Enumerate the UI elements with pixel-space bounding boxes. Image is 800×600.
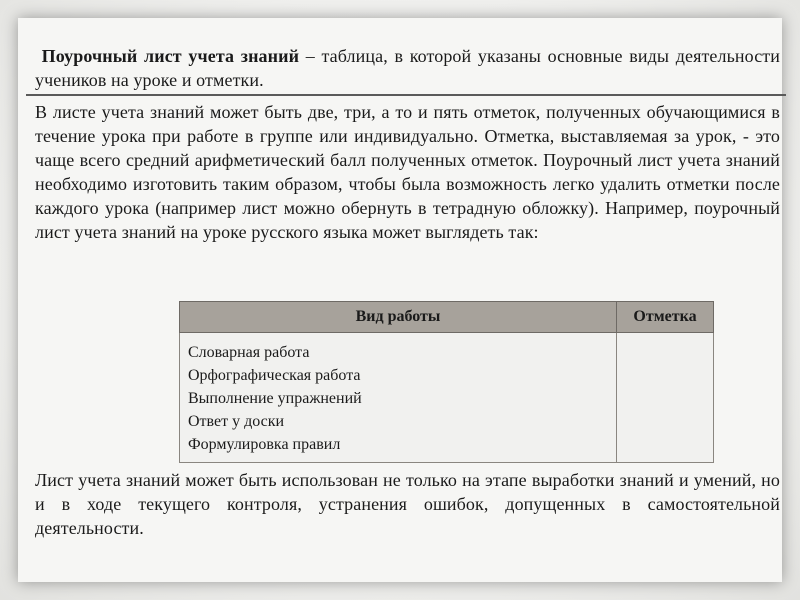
divider-line: [26, 94, 786, 96]
work-item: Выполнение упражнений: [188, 390, 362, 407]
work-item: Ответ у доски: [188, 413, 285, 430]
header-mark: Отметка: [617, 302, 714, 333]
intro-paragraph: [35, 44, 780, 92]
body-paragraph: В листе учета знаний может быть две, три, а то и пять отметок, полученных обучающимися в течение урока при работе в группе или индивидуально. Отметка, выставляемая за урок, - это чаще всего средний арифметический балл полученных отметок. Поурочный лист учета знаний необходимо изготовить таким образом, чтобы была возможность легко удалить отметки после каждого урока (например лист можно обернуть в тетрадную обложку). Например, поурочный лист учета знаний на уроке русского языка может выглядеть так:: [35, 102, 780, 242]
intro-term: Поурочный лист учета знаний: [41, 46, 300, 66]
lesson-sheet-table: [179, 301, 714, 463]
table-row: [180, 333, 714, 463]
work-item: Словарная работа: [188, 344, 310, 361]
work-item: Формулировка правил: [188, 436, 341, 453]
header-work-type: Вид работы: [180, 302, 617, 333]
mark-cell: [617, 333, 714, 463]
work-types-cell: [180, 333, 617, 463]
closing-paragraph: Лист учета знаний может быть использован не только на этапе выработки знаний и умений, но и в ходе текущего контроля, устранения ошибок, допущенных в самостоятельной деятельности.: [35, 470, 780, 538]
intro-definition: – таблица, в которой указаны основные виды деятельности учеников на уроке и отметки.: [35, 46, 780, 90]
table-header-row: [180, 302, 714, 333]
work-item: Орфографическая работа: [188, 367, 361, 384]
